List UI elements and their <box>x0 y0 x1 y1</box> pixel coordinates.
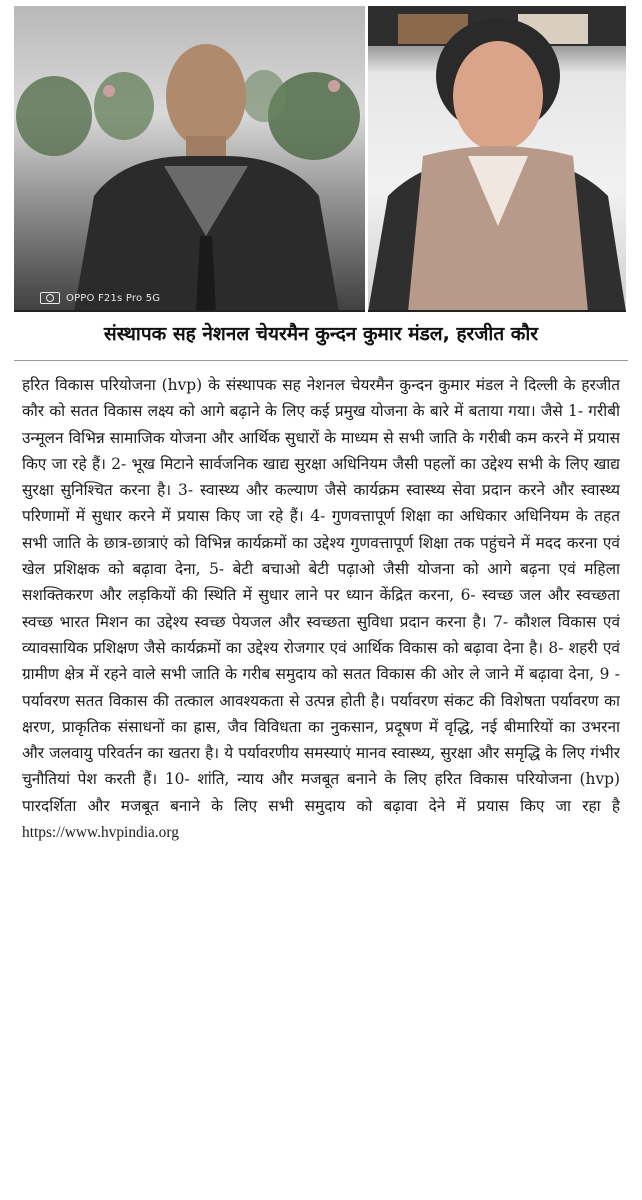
photo-row <box>0 0 642 314</box>
camera-icon <box>40 292 60 304</box>
person-silhouette-woman <box>368 6 626 312</box>
article-body <box>22 372 620 1172</box>
photo-caption: संस्थापक सह नेशनल चेयरमैन कुन्दन कुमार मंडल, हरजीत कौर <box>103 323 539 345</box>
photo-kundan-kumar-mandal <box>14 6 365 312</box>
photo-harjeet-kaur <box>368 6 626 312</box>
person-silhouette-man <box>14 6 365 312</box>
photo-bottom-edge <box>368 310 626 312</box>
camera-watermark-text: OPPO F21s Pro 5G <box>66 292 161 304</box>
camera-watermark <box>40 292 160 304</box>
photo-bottom-edge <box>14 310 365 312</box>
article-url-link[interactable]: https://www.hvpindia.org <box>22 824 179 842</box>
article-text: हरित विकास परियोजना (hvp) के संस्थापक सह नेशनल चेयरमैन कुन्दन कुमार मंडल ने दिल्ली के हरजीत कौर को सतत विकास लक्ष्य को आगे बढ़ाने के लिए कई प्रमुख योजना के बारे में बताया गया। जैसे 1- गरीबी उन्मूलन विभिन्न सामाजिक योजना और आर्थिक सुधारों के माध्यम से सभी जाति के गरीबी कम करने में प्रयास किए जा रहे हैं। 2- भूख मिटाने सार्वजनिक खाद्य सुरक्षा अधिनियम जैसी पहलों का उद्देश्य सभी के लिए खाद्य सुरक्षा सुनिश्चित करना है। 3- स्वास्थ्य और कल्याण जैसे कार्यक्रम स्वास्थ्य सेवा प्रदान करने और स्वास्थ्य परिणामों में सुधार करने में प्रयास किए जा रहे हैं। 4- गुणवत्तापूर्ण शिक्षा का अधिकार अधिनियम के तहत सभी जाति के छात्र-छात्राएं को विभिन्न कार्यक्रमों का उद्देश्य गुणवत्तापूर्ण शिक्षा तक पहुंचने में मदद करना एवं खेल प्रशिक्षक को बढ़ावा देना, 5- बेटी बचाओ बेटी पढ़ाओ जैसी योजना को आगे बढ़ना एवं महिला सशक्तिकरण और लड़कियों की स्थिति में सुधार लाने पर ध्यान केंद्रित करना, 6- स्वच्छ जल और स्वच्छता स्वच्छ भारत मिशन का उद्देश्य स्वच्छ पेयजल और स्वच्छता सुविधा प्रदान करना है। 7- कौशल विकास एवं व्यावसायिक प्रशिक्षण जैसे कार्यक्रमों का उद्देश्य रोजगार एवं आर्थिक विकास को बढ़ावा देना है। 8- शहरी एवं ग्रामीण क्षेत्र में रहने वाले सभी जाति के गरीब समुदाय को सतत विकास की ओर ले जाने में बढ़ावा देना, 9 - पर्यावरण सतत विकास की तत्काल आवश्यकता से उत्पन्न होती है। पर्यावरण संकट की विशेषता पर्यावरण का क्षरण, प्राकृतिक संसाधनों का ह्रास, जैव विविधता का नुकसान, प्रदूषण में वृद्धि, नई बीमारियों का उभरना और जलवायु परिवर्तन का खतरा है। ये पर्यावरणीय समस्याएं मानव स्वास्थ्य, सुरक्षा और समृद्धि के लिए गंभीर चुनौतियां पेश करती हैं। 10- शांति, न्याय और मजबूत बनाने के लिए हरित विकास परियोजना (hvp) पारदर्शिता और मजबूत बनाने के लिए सभी समुदाय को बढ़ावा देने में प्रयास किए जा रहा है <box>22 376 620 815</box>
caption-divider <box>14 360 628 361</box>
